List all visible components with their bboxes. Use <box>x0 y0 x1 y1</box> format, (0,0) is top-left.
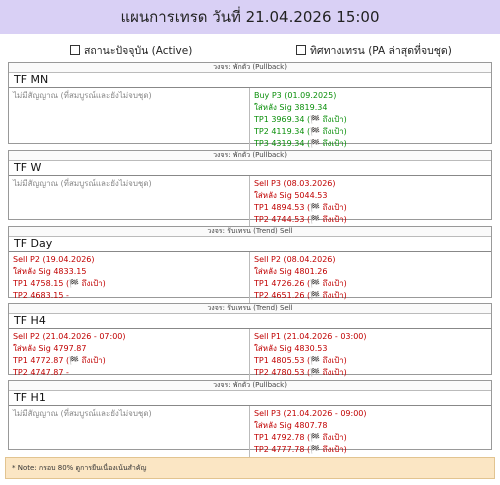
signal-line: Sell P2 (21.04.2026 - 07:00) <box>13 332 126 341</box>
panel-tf-day <box>8 226 492 298</box>
timeframe-title: TF H4 <box>9 314 491 329</box>
active-line: ไม่มีสัญญาณ (ที่สมบูรณ์และยังไม่จบชุด) <box>13 91 152 100</box>
tp1-line: TP1 4758.15 (🏁 ถึงเป้า) <box>13 279 106 288</box>
entry-line: ใส่หลัง Sig 4801.26 <box>254 267 328 276</box>
direction-column <box>250 88 491 152</box>
tp2-line: TP2 4747.87 - <box>13 368 69 377</box>
timeframe-title: TF W <box>9 161 491 176</box>
cycle-label: วงจร: พักตัว (Pullback) <box>9 151 491 161</box>
tp2-line: TP2 4780.53 (🏁 ถึงเป้า) <box>254 368 347 377</box>
tp2-line: TP2 4651.26 (🏁 ถึงเป้า) <box>254 291 347 300</box>
entry-line: ใส่หลัง Sig 4797.87 <box>13 344 87 353</box>
signal-line: Sell P3 (08.03.2026) <box>254 179 336 188</box>
tp1-line: TP1 3969.34 (🏁 ถึงเป้า) <box>254 115 347 124</box>
signal-line: Sell P2 (08.04.2026) <box>254 255 336 264</box>
tp2-line: TP2 4119.34 (🏁 ถึงเป้า) <box>254 127 347 136</box>
timeframe-title: TF H1 <box>9 391 491 406</box>
entry-line: ใส่หลัง Sig 4830.53 <box>254 344 328 353</box>
column-header-active <box>70 42 192 58</box>
column-label-direction: ทิศทางเทรน (PA ล่าสุดที่จบชุด) <box>310 44 452 57</box>
tp2-line: TP2 4683.15 - <box>13 291 69 300</box>
active-column <box>9 252 250 304</box>
signal-line: Sell P1 (21.04.2026 - 03:00) <box>254 332 367 341</box>
tp1-line: TP1 4894.53 (🏁 ถึงเป้า) <box>254 203 347 212</box>
checkbox-icon <box>70 45 80 55</box>
tp1-line: TP1 4805.53 (🏁 ถึงเป้า) <box>254 356 347 365</box>
signal-line: Sell P2 (19.04.2026) <box>13 255 95 264</box>
active-column <box>9 406 250 458</box>
active-column <box>9 88 250 152</box>
plan-title: แผนการเทรด วันที่ 21.04.2026 15:00 <box>120 8 380 26</box>
active-line: ไม่มีสัญญาณ (ที่สมบูรณ์และยังไม่จบชุด) <box>13 409 152 418</box>
checkbox-icon <box>296 45 306 55</box>
tp1-line: TP1 4726.26 (🏁 ถึงเป้า) <box>254 279 347 288</box>
column-label-active: สถานะปัจจุบัน (Active) <box>84 44 193 57</box>
active-line: ไม่มีสัญญาณ (ที่สมบูรณ์และยังไม่จบชุด) <box>13 179 152 188</box>
cycle-label: วงจร: รับเทรน (Trend) Sell <box>9 227 491 237</box>
panel-tf-mn <box>8 62 492 148</box>
plan-header <box>0 0 500 34</box>
cycle-label: วงจร: พักตัว (Pullback) <box>9 381 491 391</box>
panel-tf-h4 <box>8 303 492 375</box>
direction-column <box>250 252 491 304</box>
entry-line: ใส่หลัง Sig 4807.78 <box>254 421 328 430</box>
direction-column <box>250 406 491 458</box>
panel-tf-w <box>8 150 492 224</box>
panel-tf-h1 <box>8 380 492 454</box>
tp1-line: TP1 4792.78 (🏁 ถึงเป้า) <box>254 433 347 442</box>
signal-line: Buy P3 (01.09.2025) <box>254 91 337 100</box>
signal-line: Sell P3 (21.04.2026 - 09:00) <box>254 409 367 418</box>
tp1-line: TP1 4772.87 (🏁 ถึงเป้า) <box>13 356 106 365</box>
active-column <box>9 176 250 228</box>
tp3-line: TP3 4319.34 (🏁 ถึงเป้า) <box>254 139 347 148</box>
active-column <box>9 329 250 381</box>
tp2-line: TP2 4777.78 (🏁 ถึงเป้า) <box>254 445 347 454</box>
direction-column <box>250 176 491 228</box>
entry-line: ใส่หลัง Sig 4833.15 <box>13 267 87 276</box>
footer-note <box>5 457 495 479</box>
entry-line: ใส่หลัง Sig 5044.53 <box>254 191 328 200</box>
note-text: * Note: กรอบ 80% ดูการยืนเนื่องเน้นสำคัญ <box>12 464 147 472</box>
entry-line: ใส่หลัง Sig 3819.34 <box>254 103 328 112</box>
tp2-line: TP2 4744.53 (🏁 ถึงเป้า) <box>254 215 347 224</box>
timeframe-title: TF MN <box>9 73 491 88</box>
column-header-direction <box>296 42 452 58</box>
cycle-label: วงจร: พักตัว (Pullback) <box>9 63 491 73</box>
timeframe-title: TF Day <box>9 237 491 252</box>
cycle-label: วงจร: รับเทรน (Trend) Sell <box>9 304 491 314</box>
direction-column <box>250 329 491 381</box>
